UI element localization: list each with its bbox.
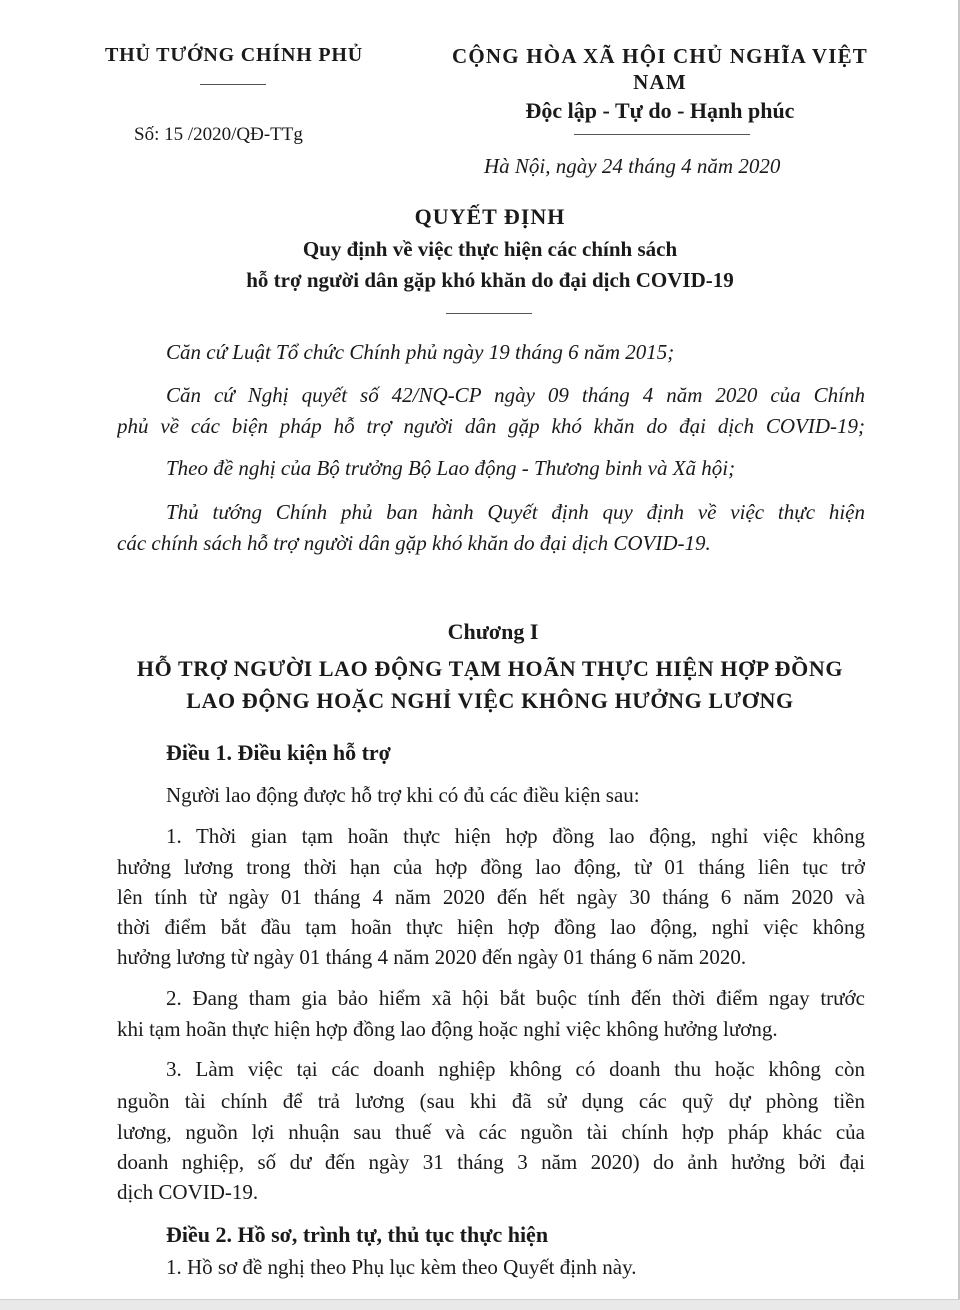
- legal-basis-1: Căn cứ Luật Tổ chức Chính phủ ngày 19 tháng 6 năm 2015;: [166, 340, 675, 364]
- article-1-item-2-line: khi tạm hoãn thực hiện hợp đồng lao động hoặc nghỉ việc không hưởng lương.: [117, 1017, 778, 1041]
- place-and-date: Hà Nội, ngày 24 tháng 4 năm 2020: [484, 154, 781, 178]
- article-2-heading: Điều 2. Hồ sơ, trình tự, thủ tục thực hiện: [166, 1222, 549, 1247]
- article-1-item-1-line: thời điểm bắt đầu tạm hoãn thực hiện hợp đồng lao động, nghỉ việc không: [117, 915, 865, 939]
- article-1-item-1-line: 1. Thời gian tạm hoãn thực hiện hợp đồng lao động, nghỉ việc không: [166, 824, 865, 848]
- article-1-item-1-line: hưởng lương trong thời hạn của hợp đồng lao động, từ 01 tháng liên tục trở: [117, 855, 865, 879]
- document-number: Số: 15 /2020/QĐ-TTg: [134, 124, 303, 145]
- article-1-item-3-line: 3. Làm việc tại các doanh nghiệp không có doanh thu hoặc không còn: [166, 1057, 865, 1081]
- motto-underline: [574, 134, 750, 135]
- national-motto: Độc lập - Tự do - Hạnh phúc: [525, 98, 795, 123]
- legal-basis-4-line-1: Thủ tướng Chính phủ ban hành Quyết định quy định về việc thực hiện: [166, 500, 865, 524]
- article-2-item-1: 1. Hồ sơ đề nghị theo Phụ lục kèm theo Quyết định này.: [166, 1255, 637, 1279]
- article-1-item-1-line: hưởng lương từ ngày 01 tháng 4 năm 2020 đến ngày 01 tháng 6 năm 2020.: [117, 945, 747, 969]
- article-1-heading: Điều 1. Điều kiện hỗ trợ: [166, 740, 391, 765]
- chapter-title-line-2: LAO ĐỘNG HOẶC NGHỈ VIỆC KHÔNG HƯỞNG LƯƠNG: [186, 688, 794, 713]
- page-edge-bottom: [0, 1299, 960, 1310]
- title-underline: [446, 313, 532, 314]
- chapter-title-line-1: HỖ TRỢ NGƯỜI LAO ĐỘNG TẠM HOÃN THỰC HIỆN HỢP ĐỒNG: [136, 656, 844, 681]
- organization-underline: [200, 84, 266, 85]
- legal-basis-4-line-2: các chính sách hỗ trợ người dân gặp khó khăn do đại dịch COVID-19.: [117, 531, 711, 555]
- national-title-line-1: CỘNG HÒA XÃ HỘI CHỦ NGHĨA VIỆT: [452, 44, 868, 68]
- article-1-item-3-line: lương, nguồn lợi nhuận sau thuế và các nguồn tài chính hợp pháp khác của: [117, 1120, 865, 1144]
- article-1-item-3-line: dịch COVID-19.: [117, 1180, 259, 1204]
- article-1-item-3-line: nguồn tài chính để trả lương (sau khi đã sử dụng các quỹ dự phòng tiền: [117, 1089, 865, 1113]
- legal-basis-2-line-2: phủ về các biện pháp hỗ trợ người dân gặp khó khăn do đại dịch COVID-19;: [117, 414, 865, 438]
- national-title-line-2: NAM: [633, 70, 687, 94]
- legal-basis-3: Theo đề nghị của Bộ trưởng Bộ Lao động - Thương binh và Xã hội;: [166, 456, 736, 480]
- article-1-item-2-line: 2. Đang tham gia bảo hiểm xã hội bắt buộc tính đến thời điểm ngay trước: [166, 986, 865, 1010]
- article-1-intro: Người lao động được hỗ trợ khi có đủ các điều kiện sau:: [166, 783, 640, 807]
- document-subject-line-2: hỗ trợ người dân gặp khó khăn do đại dịch COVID-19: [246, 268, 734, 292]
- article-1-item-1-line: lên tính từ ngày 01 tháng 4 năm 2020 đến hết ngày 30 tháng 6 năm 2020 và: [117, 885, 865, 909]
- document-type: QUYẾT ĐỊNH: [414, 204, 566, 229]
- legal-basis-2-line-1: Căn cứ Nghị quyết số 42/NQ-CP ngày 09 tháng 4 năm 2020 của Chính: [166, 383, 865, 407]
- article-1-item-3-line: doanh nghiệp, số dư đến ngày 31 tháng 3 năm 2020) do ảnh hưởng bởi đại: [117, 1150, 865, 1174]
- chapter-label: Chương I: [447, 619, 539, 644]
- document-subject-line-1: Quy định về việc thực hiện các chính sách: [302, 237, 678, 261]
- issuing-organization: THỦ TƯỚNG CHÍNH PHỦ: [105, 44, 363, 66]
